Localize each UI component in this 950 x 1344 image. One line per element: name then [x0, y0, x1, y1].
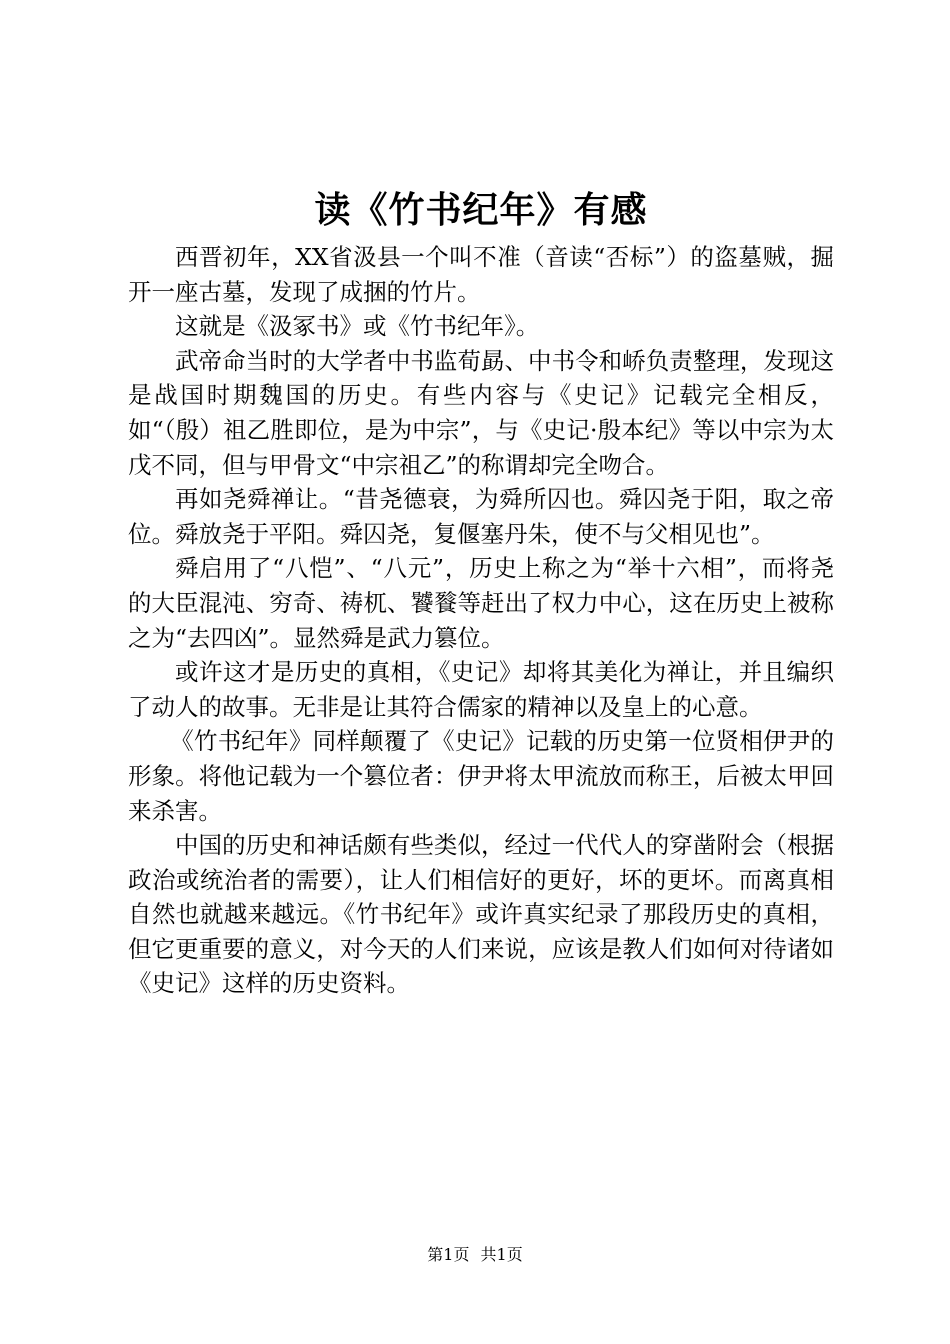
paragraph-7: 《竹书纪年》同样颠覆了《史记》记载的历史第一位贤相伊尹的形象。将他记载为一个篡位者：伊尹将太甲流放而称王，后被太甲回来杀害。	[128, 727, 834, 825]
page-total: 共1页	[480, 1245, 523, 1264]
document-title: 读《竹书纪年》有感	[314, 189, 648, 231]
page-number: 第1页	[427, 1245, 470, 1264]
document-page	[128, 180, 834, 1001]
paragraph-4: 再如尧舜禅让。“昔尧德衰，为舜所囚也。舜囚尧于阳，取之帝位。舜放尧于平阳。舜囚尧，复偃塞丹朱，使不与父相见也”。	[128, 485, 834, 548]
paragraph-2: 这就是《汲冢书》或《竹书纪年》。	[175, 312, 540, 341]
paragraph-1: 西晋初年，XX省汲县一个叫不准（音读“否标”）的盗墓贼，掘开一座古墓，发现了成捆的竹片。	[128, 243, 834, 306]
paragraph-8: 中国的历史和神话颇有些类似，经过一代代人的穿凿附会（根据政治或统治者的需要），让人们相信好的更好，坏的更坏。而离真相自然也就越来越远。《竹书纪年》或许真实纪录了那段历史的真相，但它更重要的意义，对今天的人们来说，应该是教人们如何对待诸如《史记》这样的历史资料。	[128, 831, 834, 998]
paragraph-3: 武帝命当时的大学者中书监荀勗、中书令和峤负责整理，发现这是战国时期魏国的历史。有些内容与《史记》记载完全相反，如“（殷）祖乙胜即位，是为中宗”，与《史记·殷本纪》等以中宗为太戊不同，但与甲骨文“中宗祖乙”的称谓却完全吻合。	[128, 346, 834, 479]
paragraph-6: 或许这才是历史的真相，《史记》却将其美化为禅让，并且编织了动人的故事。无非是让其符合儒家的精神以及皇上的心意。	[128, 658, 834, 721]
paragraph-5: 舜启用了“八恺”、“八元”，历史上称之为“举十六相”，而将尧的大臣混沌、穷奇、祷杌、饕餮等赶出了权力中心，这在历史上被称之为“去四凶”。显然舜是武力篡位。	[128, 554, 834, 652]
page-footer	[0, 1242, 950, 1265]
